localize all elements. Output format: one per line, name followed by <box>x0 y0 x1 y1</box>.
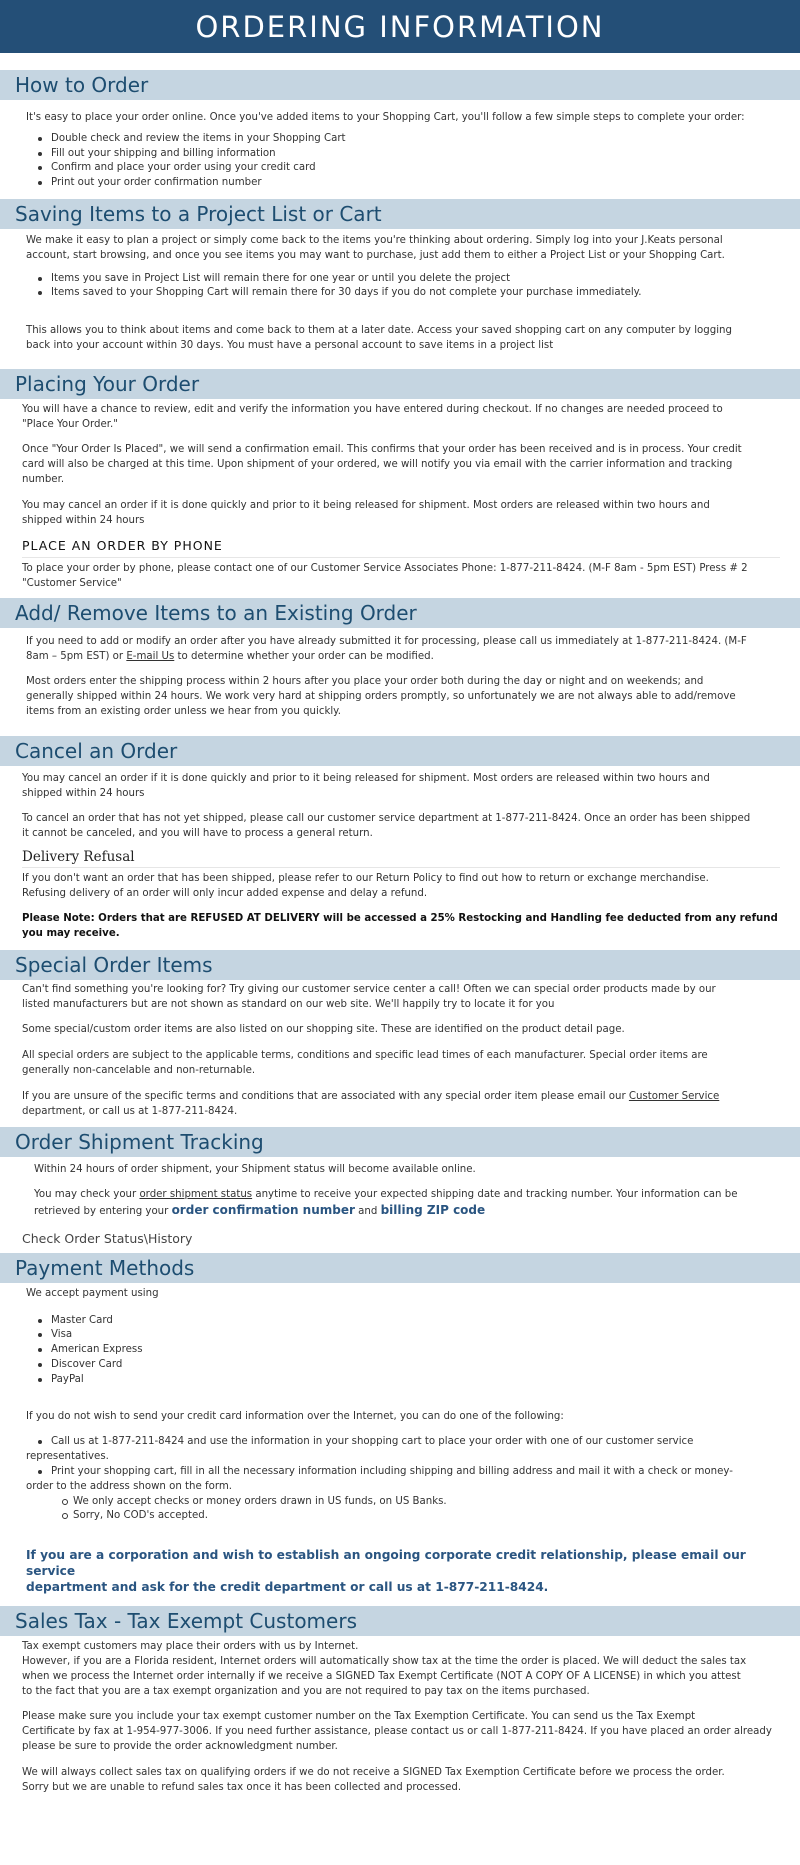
email-us-link[interactable]: E-mail Us <box>126 650 175 662</box>
text-line: You may cancel an order if it is done quickly and prior to it being released for shipment. Most orders are released within two hours and <box>22 772 710 784</box>
list-item: Items saved to your Shopping Cart will remain there for 30 days if you do not complete your purchase immediately. <box>0 286 800 301</box>
text-line: account, start browsing, and once you see items you may want to purchase, just add them to either a Project List or your Shopping Cart. <box>26 249 725 261</box>
saving-items-outro <box>0 301 800 354</box>
list-item: Master Card <box>0 1314 800 1329</box>
cancel-order-heading: Cancel an Order <box>0 736 800 766</box>
text-line: Most orders enter the shipping process within 2 hours after you place your order both during the day or night and on weekends; and <box>26 676 704 688</box>
text-line: We will always collect sales tax on qualifying orders if we do not receive a SIGNED Tax Exemption Certificate before we process the order. <box>22 1766 725 1778</box>
refusal-note: you may receive. <box>22 928 120 940</box>
placing-order-section <box>0 399 800 592</box>
text-line: card will also be charged at this time. Upon shipment of your ordered, we will notify you via email with the carrier information and tracking <box>22 459 733 471</box>
payment-alternatives-list-2 <box>0 1465 780 1480</box>
phone-order-heading: PLACE AN ORDER BY PHONE <box>22 538 223 554</box>
text-line: listed manufacturers but are not shown as standard on our web site. We'll happily try to locate it for you <box>22 998 555 1010</box>
page-title: ORDERING INFORMATION <box>195 9 605 44</box>
text-line: when we process the Internet order internally if we receive a SIGNED Tax Exempt Certificate (NOT A COPY OF A LICENSE) in which you attest <box>22 1670 741 1682</box>
text-span: anytime to receive your expected shipping date and tracking number. Your information can be <box>252 1189 738 1201</box>
billing-zip-label: billing ZIP code <box>380 1203 486 1218</box>
divider <box>22 557 780 558</box>
list-item: Fill out your shipping and billing information <box>0 147 800 162</box>
saving-items-intro <box>0 229 800 264</box>
text-line: order to the address shown on the form. <box>26 1480 232 1492</box>
text-span: Print your shopping cart, fill in all the necessary information including shipping and billing address and mail it with a check or money- <box>51 1466 733 1478</box>
text-line: Once "Your Order Is Placed", we will send a confirmation email. This confirms that your order has been received and is in process. Your credit <box>22 444 742 456</box>
cancel-order-section <box>0 766 800 942</box>
text-line: back into your account within 30 days. You must have a personal account to save items in a project list <box>26 339 554 351</box>
tracking-heading: Order Shipment Tracking <box>0 1127 800 1157</box>
text-line: Can't find something you're looking for? Try giving our customer service center a call! Often we can special order products made by our <box>22 983 716 995</box>
text-line <box>34 1203 780 1220</box>
text-line: You may cancel an order if it is done quickly and prior to it being released for shipment. Most orders are released within two hours and <box>22 499 710 511</box>
payment-conditions-list <box>0 1495 780 1525</box>
text-line: department and ask for the credit department or call us at 1-877-211-8424. <box>26 1580 549 1595</box>
list-item: PayPal <box>0 1373 800 1388</box>
text-line: shipped within 24 hours <box>22 514 145 526</box>
text-line: representatives. <box>26 1451 109 1463</box>
text-line: If you don't want an order that has been shipped, please refer to our Return Policy to find out how to return or exchange merchandise. <box>22 872 709 884</box>
order-steps-list <box>0 132 800 191</box>
text-line: To place your order by phone, please contact one of our Customer Service Associates Phone: 1-877-211-8424. (M-F 8am - 5pm EST) Press # 2 <box>22 563 748 575</box>
payment-alternatives-list <box>0 1435 780 1450</box>
text-line: items from an existing order unless we hear from you quickly. <box>26 705 341 717</box>
list-item: Items you save in Project List will remain there for one year or until you delete the project <box>0 272 800 287</box>
list-item: Visa <box>0 1328 800 1343</box>
saving-items-list <box>0 272 800 302</box>
confirmation-number-label: order confirmation number <box>171 1203 355 1218</box>
text-span: to determine whether your order can be modified. <box>174 650 434 662</box>
text-span: and <box>354 1206 381 1218</box>
text-line: generally shipped within 24 hours. We work very hard at shipping orders promptly, so unfortunately we are not always able to add/remove <box>26 691 736 703</box>
sales-tax-section <box>0 1636 800 1795</box>
list-item <box>0 1435 780 1450</box>
corporate-credit-note <box>0 1524 800 1595</box>
how-to-order-intro: It's easy to place your order online. Once you've added items to your Shopping Cart, you'll follow a few simple steps to complete your order: <box>26 112 745 123</box>
page-title-banner <box>0 0 800 53</box>
list-item: Print out your order confirmation number <box>0 176 800 191</box>
text-span: You may check your <box>34 1189 140 1201</box>
text-span: retrieved by entering your <box>34 1206 172 1218</box>
text-line: Tax exempt customers may place their orders with us by Internet. <box>22 1641 359 1653</box>
text-line: generally non-cancelable and non-returnable. <box>22 1065 256 1077</box>
placing-order-heading: Placing Your Order <box>0 369 800 399</box>
text-line: If you need to add or modify an order after you have already submitted it for processing, please call us immediately at 1-877-211-8424. (M-F <box>26 635 747 647</box>
divider <box>22 867 780 868</box>
text-line: department, or call us at 1-877-211-8424. <box>22 1105 238 1117</box>
text-line: it cannot be canceled, and you will have to process a general return. <box>22 828 373 840</box>
special-order-section <box>0 980 800 1120</box>
order-shipment-status-link[interactable]: order shipment status <box>139 1189 253 1201</box>
text-line: Refusing delivery of an order will only incur added expense and delay a refund. <box>22 887 428 899</box>
text-line: We make it easy to plan a project or simply come back to the items you're thinking about ordering. Simply log into your J.Keats personal <box>26 234 723 246</box>
text-line <box>34 1188 780 1203</box>
text-span: Call us at 1-877-211-8424 and use the information in your shopping cart to place your order with one of our customer service <box>51 1436 694 1448</box>
text-line <box>22 1090 780 1105</box>
saving-items-heading: Saving Items to a Project List or Cart <box>0 199 800 229</box>
list-item: We only accept checks or money orders drawn in US funds, on US Banks. <box>0 1495 780 1510</box>
list-item: Discover Card <box>0 1358 800 1373</box>
delivery-refusal-heading: Delivery Refusal <box>22 848 135 865</box>
text-line: Sorry but we are unable to refund sales tax once it has been collected and processed. <box>22 1781 462 1793</box>
payment-intro: We accept payment using <box>26 1287 159 1299</box>
text-line: However, if you are a Florida resident, Internet orders will automatically show tax at the time the order is placed. We will deduct the sales tax <box>22 1656 747 1668</box>
list-item: Double check and review the items in your Shopping Cart <box>0 132 800 147</box>
list-item: American Express <box>0 1343 800 1358</box>
text-line: Certificate by fax at 1-954-977-3006. If you need further assistance, please contact us or call 1-877-211-8424. If you have placed an order already <box>22 1726 772 1738</box>
text-line: please be sure to provide the order acknowledgment number. <box>22 1741 338 1752</box>
text-line: number. <box>22 473 65 485</box>
list-item: Sorry, No COD's accepted. <box>0 1509 780 1524</box>
text-line: Please make sure you include your tax exempt customer number on the Tax Exemption Certificate. You can send us the Tax Exempt <box>22 1711 696 1723</box>
how-to-order-heading: How to Order <box>0 70 800 100</box>
list-item: Confirm and place your order using your credit card <box>0 161 800 176</box>
text-line: "Customer Service" <box>22 577 122 589</box>
payment-methods-heading: Payment Methods <box>0 1253 800 1283</box>
text-line: "Place Your Order." <box>22 418 118 430</box>
add-remove-section <box>0 628 800 720</box>
text-span: 8am – 5pm EST) or <box>26 650 127 662</box>
text-span: If you are unsure of the specific terms and conditions that are associated with any special order item please email our <box>22 1090 629 1102</box>
add-remove-heading: Add/ Remove Items to an Existing Order <box>0 598 800 628</box>
text-line: If you are a corporation and wish to establish an ongoing corporate credit relationship, please email our service <box>26 1548 746 1579</box>
text-line <box>26 650 780 665</box>
tracking-section <box>0 1157 800 1219</box>
payment-alternatives-intro: If you do not wish to send your credit card information over the Internet, you can do one of the following: <box>26 1410 564 1422</box>
text-line: All special orders are subject to the applicable terms, conditions and specific lead times of each manufacturer. Special order items are <box>22 1050 708 1062</box>
text-line: You will have a chance to review, edit and verify the information you have entered during checkout. If no changes are needed proceed to <box>22 403 723 415</box>
text-line: Some special/custom order items are also listed on our shopping site. These are identified on the product detail page. <box>22 1024 625 1036</box>
refusal-note: Please Note: Orders that are REFUSED AT DELIVERY will be accessed a 25% Restocking and Handling fee deducted from any refund <box>22 913 778 925</box>
text-line: Within 24 hours of order shipment, your Shipment status will become available online. <box>34 1164 476 1176</box>
text-line: shipped within 24 hours <box>22 787 145 799</box>
check-order-status-link[interactable]: Check Order Status\History <box>22 1230 193 1246</box>
text-line: To cancel an order that has not yet shipped, please call our customer service department at 1-877-211-8424. Once an order has been shipped <box>22 813 751 825</box>
customer-service-link[interactable]: Customer Service <box>628 1090 720 1102</box>
list-item <box>0 1465 780 1480</box>
text-line: to the fact that you are a tax exempt organization and you are not required to pay tax on the items purchased. <box>22 1685 590 1697</box>
how-to-order-section <box>0 100 800 126</box>
special-order-heading: Special Order Items <box>0 950 800 980</box>
payment-methods-list <box>0 1314 800 1388</box>
text-line: This allows you to think about items and come back to them at a later date. Access your saved shopping cart on any computer by logging <box>26 325 732 337</box>
sales-tax-heading: Sales Tax - Tax Exempt Customers <box>0 1606 800 1636</box>
